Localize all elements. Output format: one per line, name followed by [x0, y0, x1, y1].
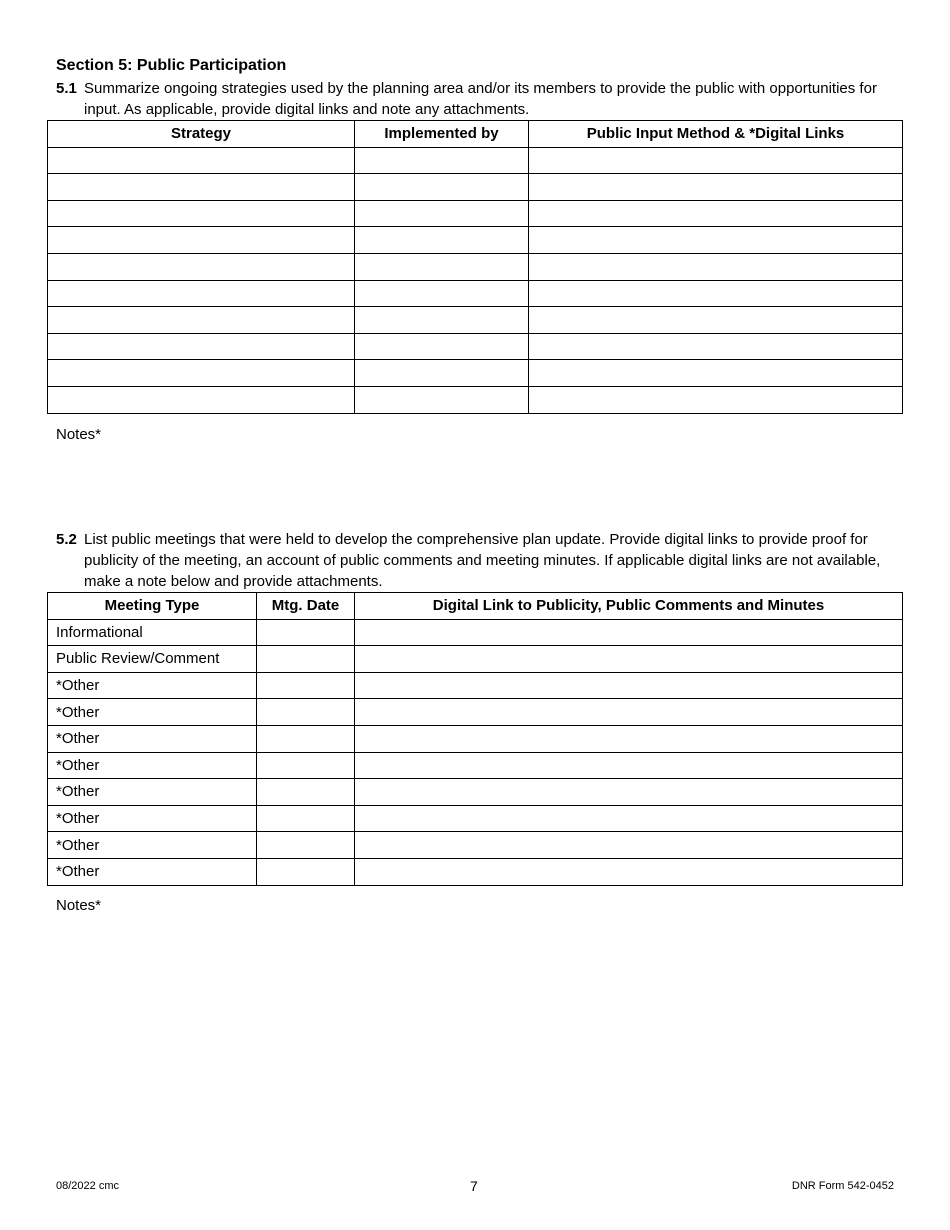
- footer-revision: 08/2022 cmc: [56, 1180, 119, 1192]
- meeting-date-cell[interactable]: [257, 805, 355, 832]
- column-header-implemented-by: Implemented by: [355, 121, 529, 148]
- strategy-cell[interactable]: [48, 307, 355, 334]
- table-row: [48, 699, 903, 726]
- page-number: 7: [470, 1178, 478, 1194]
- digital-link-cell[interactable]: [355, 779, 903, 806]
- meeting-date-cell[interactable]: [257, 725, 355, 752]
- strategy-cell[interactable]: [48, 280, 355, 307]
- column-header-digital-link: Digital Link to Publicity, Public Comments and Minutes: [355, 593, 903, 620]
- strategy-cell[interactable]: [48, 253, 355, 280]
- meeting-type-cell: *Other: [48, 779, 257, 806]
- table-row: [48, 832, 903, 859]
- input-method-cell[interactable]: [529, 227, 903, 254]
- implemented-by-cell[interactable]: [355, 386, 529, 413]
- table-row: [48, 333, 903, 360]
- digital-link-cell[interactable]: [355, 672, 903, 699]
- meeting-type-cell: *Other: [48, 832, 257, 859]
- meeting-date-cell[interactable]: [257, 752, 355, 779]
- table-row: [48, 619, 903, 646]
- implemented-by-cell[interactable]: [355, 360, 529, 387]
- digital-link-cell[interactable]: [355, 646, 903, 673]
- input-method-cell[interactable]: [529, 174, 903, 201]
- input-method-cell[interactable]: [529, 200, 903, 227]
- digital-link-cell[interactable]: [355, 858, 903, 885]
- digital-link-cell[interactable]: [355, 699, 903, 726]
- implemented-by-cell[interactable]: [355, 147, 529, 174]
- question-text: List public meetings that were held to develop the comprehensive plan update. Provide digital links to provide proof for publicity of the meeting, an account of public comments and meeting minutes. If applicable digital links are not available, make a note below and provide attachments.: [84, 531, 881, 590]
- table-row: [48, 307, 903, 334]
- strategy-cell[interactable]: [48, 174, 355, 201]
- meeting-date-cell[interactable]: [257, 779, 355, 806]
- meetings-table: [47, 592, 903, 886]
- table-row: [48, 646, 903, 673]
- column-header-mtg-date: Mtg. Date: [257, 593, 355, 620]
- table-row: [48, 725, 903, 752]
- digital-link-cell[interactable]: [355, 832, 903, 859]
- meeting-type-cell: *Other: [48, 858, 257, 885]
- meeting-date-cell[interactable]: [257, 858, 355, 885]
- column-header-strategy: Strategy: [48, 121, 355, 148]
- section-title: Section 5: Public Participation: [56, 57, 287, 74]
- table-row: [48, 280, 903, 307]
- meeting-type-cell: Public Review/Comment: [48, 646, 257, 673]
- table-row: [48, 360, 903, 387]
- digital-link-cell[interactable]: [355, 805, 903, 832]
- strategy-cell[interactable]: [48, 360, 355, 387]
- implemented-by-cell[interactable]: [355, 174, 529, 201]
- table-row: [48, 805, 903, 832]
- strategies-table: [47, 120, 903, 414]
- strategy-cell[interactable]: [48, 227, 355, 254]
- meeting-type-cell: *Other: [48, 699, 257, 726]
- notes-label: Notes*: [56, 426, 102, 443]
- question-5-1: [56, 78, 906, 120]
- form-number: DNR Form 542-0452: [791, 1180, 894, 1192]
- digital-link-cell[interactable]: [355, 619, 903, 646]
- meeting-date-cell[interactable]: [257, 646, 355, 673]
- table-row: [48, 253, 903, 280]
- strategy-cell[interactable]: [48, 386, 355, 413]
- table-row: [48, 779, 903, 806]
- implemented-by-cell[interactable]: [355, 227, 529, 254]
- meeting-date-cell[interactable]: [257, 832, 355, 859]
- table-row: [48, 147, 903, 174]
- table-row: [48, 174, 903, 201]
- question-number: 5.1: [56, 80, 77, 97]
- digital-link-cell[interactable]: [355, 725, 903, 752]
- implemented-by-cell[interactable]: [355, 200, 529, 227]
- strategy-cell[interactable]: [48, 200, 355, 227]
- input-method-cell[interactable]: [529, 333, 903, 360]
- input-method-cell[interactable]: [529, 307, 903, 334]
- input-method-cell[interactable]: [529, 253, 903, 280]
- meeting-type-cell: *Other: [48, 672, 257, 699]
- question-number: 5.2: [56, 531, 77, 548]
- table-row: [48, 200, 903, 227]
- meeting-type-cell: *Other: [48, 805, 257, 832]
- table-row: [48, 227, 903, 254]
- table-row: [48, 752, 903, 779]
- meeting-type-cell: *Other: [48, 725, 257, 752]
- implemented-by-cell[interactable]: [355, 333, 529, 360]
- input-method-cell[interactable]: [529, 147, 903, 174]
- meeting-type-cell: *Other: [48, 752, 257, 779]
- implemented-by-cell[interactable]: [355, 280, 529, 307]
- strategy-cell[interactable]: [48, 147, 355, 174]
- input-method-cell[interactable]: [529, 386, 903, 413]
- column-header-public-input-method: Public Input Method & *Digital Links: [529, 121, 903, 148]
- table-row: [48, 386, 903, 413]
- table-row: [48, 858, 903, 885]
- notes-label: Notes*: [56, 897, 102, 914]
- table-row: [48, 672, 903, 699]
- meeting-date-cell[interactable]: [257, 619, 355, 646]
- input-method-cell[interactable]: [529, 360, 903, 387]
- meeting-type-cell: Informational: [48, 619, 257, 646]
- question-5-2: [56, 529, 906, 592]
- implemented-by-cell[interactable]: [355, 253, 529, 280]
- strategy-cell[interactable]: [48, 333, 355, 360]
- implemented-by-cell[interactable]: [355, 307, 529, 334]
- meeting-date-cell[interactable]: [257, 672, 355, 699]
- meeting-date-cell[interactable]: [257, 699, 355, 726]
- question-text: Summarize ongoing strategies used by the planning area and/or its members to provide the public with opportunities for input. As applicable, provide digital links and note any attachments.: [84, 80, 877, 118]
- digital-link-cell[interactable]: [355, 752, 903, 779]
- column-header-meeting-type: Meeting Type: [48, 593, 257, 620]
- input-method-cell[interactable]: [529, 280, 903, 307]
